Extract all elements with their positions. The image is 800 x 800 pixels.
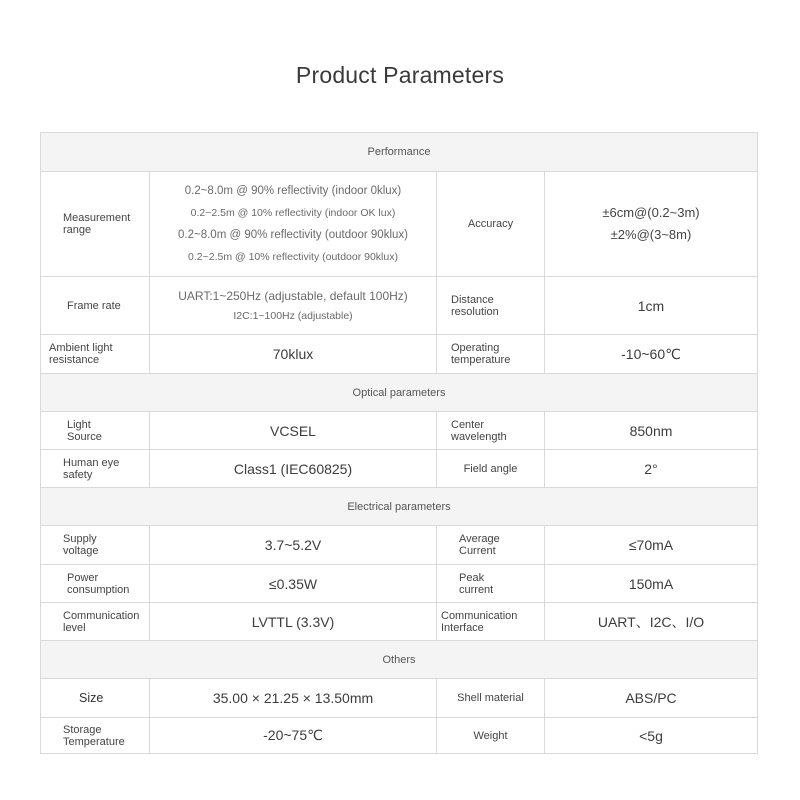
param-label: Operating temperature: [436, 335, 544, 373]
param-label: Average Current: [436, 526, 544, 564]
param-value: 70klux: [149, 335, 436, 373]
table-row: [41, 525, 757, 564]
section-header-optical: [41, 373, 757, 411]
section-title: Others: [41, 641, 757, 678]
param-label: Weight: [436, 718, 544, 753]
table-row: [41, 171, 757, 276]
table-row: [41, 276, 757, 334]
param-value: 1cm: [544, 277, 757, 334]
param-label: Human eye safety: [63, 456, 120, 481]
param-label: Supply voltage: [63, 533, 99, 557]
param-value: 850nm: [544, 412, 757, 449]
table-row: [41, 602, 757, 640]
param-value: LVTTL (3.3V): [149, 603, 436, 640]
section-title: Electrical parameters: [41, 488, 757, 525]
frame-rate-line: I2C:1~100Hz (adjustable): [233, 309, 353, 322]
param-label: Accuracy: [436, 172, 544, 276]
accuracy-line: ±6cm@(0.2~3m): [602, 205, 700, 220]
param-value: [149, 277, 436, 334]
parameters-table: [40, 132, 758, 754]
param-label: Storage Temperature: [63, 723, 125, 748]
param-label: Communication Interface: [436, 603, 544, 640]
section-title: Optical parameters: [41, 374, 757, 411]
param-value: <5g: [544, 718, 757, 753]
param-value: 35.00 × 21.25 × 13.50mm: [149, 679, 436, 717]
measurement-line: 0.2~8.0m @ 90% reflectivity (outdoor 90klux): [178, 229, 408, 241]
param-label: Measurement range: [63, 212, 131, 236]
section-header-performance: [41, 133, 757, 171]
param-value: ABS/PC: [544, 679, 757, 717]
measurement-line: 0.2~2.5m @ 10% reflectivity (indoor OK lux): [190, 207, 396, 219]
accuracy-line: ±2%@(3~8m): [610, 227, 692, 242]
table-row: [41, 564, 757, 602]
table-row: [41, 717, 757, 753]
section-header-others: [41, 640, 757, 678]
table-row: [41, 678, 757, 717]
param-label: Distance resolution: [436, 277, 544, 334]
param-value: ≤70mA: [544, 526, 757, 564]
param-label: Peak current: [436, 565, 544, 602]
param-label: Field angle: [436, 450, 544, 487]
param-label: Size: [79, 691, 104, 705]
param-value: ≤0.35W: [149, 565, 436, 602]
frame-rate-line: UART:1~250Hz (adjustable, default 100Hz): [178, 288, 408, 303]
param-value: 150mA: [544, 565, 757, 602]
table-row: [41, 334, 757, 373]
param-value: VCSEL: [149, 412, 436, 449]
section-title: Performance: [41, 133, 757, 171]
measurement-line: 0.2~2.5m @ 10% reflectivity (outdoor 90klux): [188, 251, 398, 263]
param-value: 3.7~5.2V: [149, 526, 436, 564]
table-row: [41, 449, 757, 487]
param-label: Light Source: [67, 418, 102, 443]
param-value: Class1 (IEC60825): [149, 450, 436, 487]
param-value: [544, 172, 757, 276]
param-label: Power consumption: [67, 571, 130, 596]
page-title: Product Parameters: [295, 62, 505, 88]
param-value: [149, 172, 436, 276]
param-value: 2°: [544, 450, 757, 487]
param-value: UART、I2C、I/O: [544, 603, 757, 640]
param-label: Ambient light resistance: [49, 342, 113, 366]
param-label: Shell material: [436, 679, 544, 717]
param-label: Center wavelength: [436, 412, 544, 449]
param-value: -10~60℃: [544, 335, 757, 373]
param-value: -20~75℃: [149, 718, 436, 753]
param-label: Communication level: [63, 609, 140, 634]
measurement-line: 0.2~8.0m @ 90% reflectivity (indoor 0klux): [184, 185, 402, 197]
section-header-electrical: [41, 487, 757, 525]
table-row: [41, 411, 757, 449]
param-label: Frame rate: [67, 299, 121, 312]
